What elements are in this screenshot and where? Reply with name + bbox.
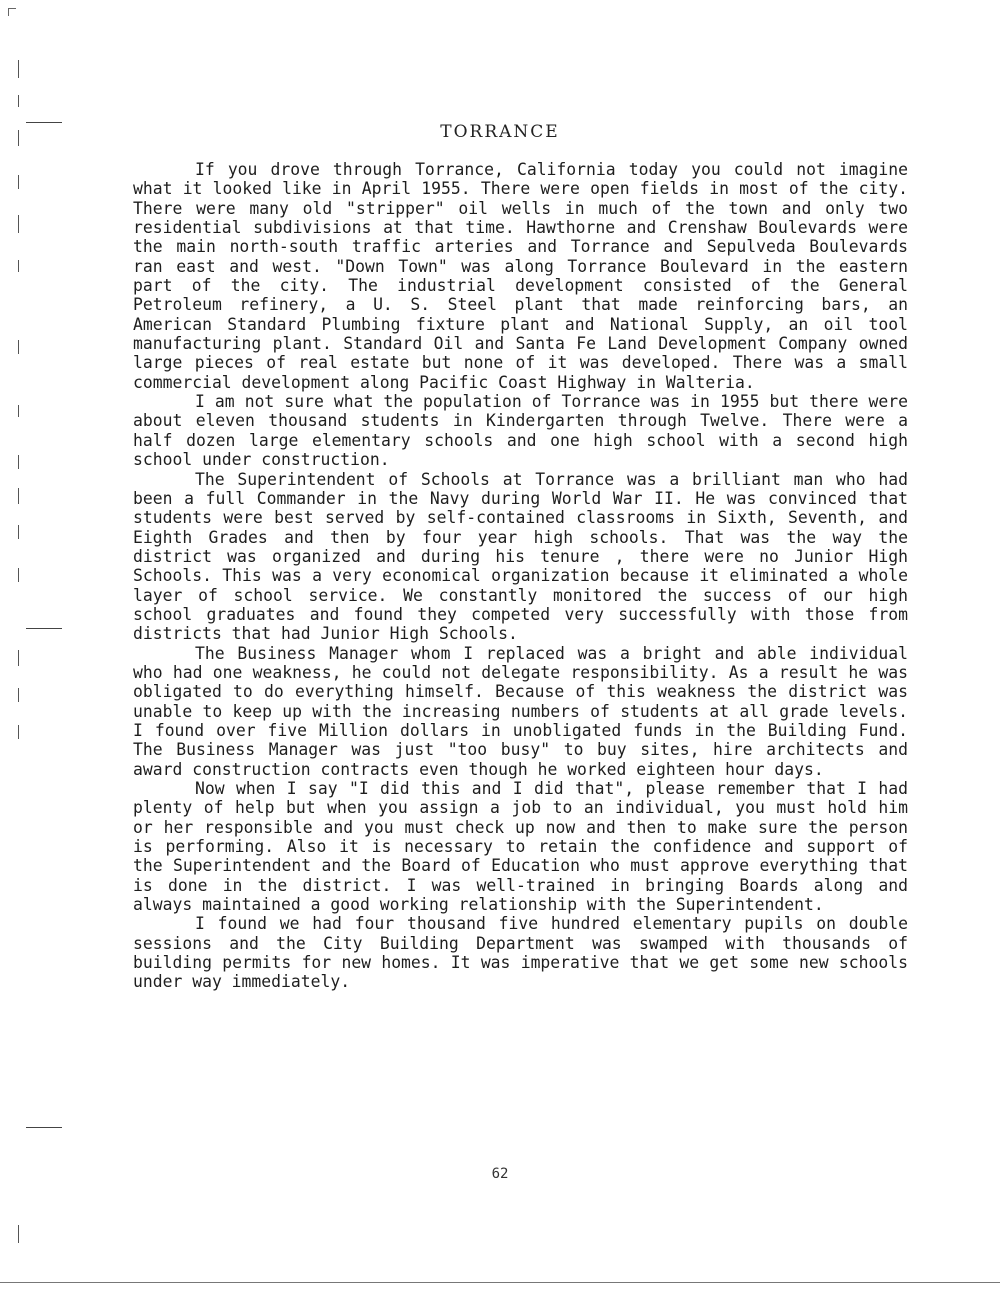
margin-mark (18, 260, 19, 272)
page-number: 62 (491, 1166, 509, 1182)
paragraph: Now when I say "I did this and I did that", please remember that I had plenty of help but when you assign a job to an individual, you must hold him or her responsible and you must check up now and then to make sure the person is performing. Also it is necessary to retain the confidence and support of the Superintendent and the Board of Education who must approve everything that is done in the district. I was well-trained in bringing Boards along and always maintained a good working relationship with the Superintendent. (133, 779, 908, 915)
margin-mark (18, 95, 19, 107)
margin-mark (18, 725, 19, 739)
document-title: TORRANCE (440, 122, 560, 142)
margin-mark (18, 525, 19, 539)
margin-mark (18, 1225, 19, 1243)
paragraph: I found we had four thousand five hundred elementary pupils on double sessions and the City Building Department was swamped with thousands of building permits for new homes. It was imperative that we get some new schools under way immediately. (133, 914, 908, 992)
paragraph: The Superintendent of Schools at Torrance was a brilliant man who had been a full Commander in the Navy during World War II. He was convinced that students were best served by self-contained classrooms in Sixth, Seventh, and Eighth Grades and then by four year high schools. That was the way the district was organized and during his tenure , there were no Junior High Schools. This was a very economical organization because it eliminated a whole layer of school service. We constantly monitored the success of our high school graduates and found they competed very successfully with those from districts that had Junior High Schools. (133, 469, 908, 644)
margin-mark (18, 215, 19, 233)
margin-mark (18, 488, 19, 504)
paragraph: I am not sure what the population of Torrance was in 1955 but there were about eleven thousand students in Kindergarten through Twelve. There were a half dozen large elementary schools and one high school with a second high school under construction. (133, 392, 908, 470)
paragraph: If you drove through Torrance, California today you could not imagine what it looked like in April 1955. There were open fields in most of the city. There were many old "stripper" oil wells in much of the town and only two residential subdivisions at that time. Hawthorne and Crenshaw Boulevards were the main north-south traffic arteries and Torrance and Sepulveda Boulevards ran east and west. "Down Town" was along Torrance Boulevard in the eastern part of the city. The industrial development consisted of the General Petroleum refinery, a U. S. Steel plant that made reinforcing bars, an American Standard Plumbing fixture plant and National Supply, an oil tool manufacturing plant. Standard Oil and Santa Fe Land Development Company owned large pieces of real estate but none of it was developed. There was a small commercial development along Pacific Coast Highway in Walteria. (133, 160, 908, 392)
scan-bottom-edge (0, 1282, 1000, 1283)
margin-mark (18, 405, 19, 417)
margin-mark (18, 650, 19, 666)
margin-mark (18, 568, 19, 582)
margin-dash (26, 628, 62, 629)
margin-dash (26, 1127, 62, 1128)
margin-mark (18, 688, 19, 702)
margin-mark (18, 340, 19, 354)
margin-mark (18, 60, 19, 78)
margin-mark (18, 455, 19, 469)
scan-corner-mark (8, 8, 16, 16)
document-body (133, 160, 908, 992)
paragraph: The Business Manager whom I replaced was a bright and able individual who had one weakness, he could not delegate responsibility. As a result he was obligated to do everything himself. Because of this weakness the district was unable to keep up with the increasing numbers of students at all grade levels. I found over five Million dollars in unobligated funds in the Building Fund. The Business Manager was just "too busy" to buy sites, hire architects and award construction contracts even though he worked eighteen hour days. (133, 643, 908, 779)
margin-mark (18, 175, 19, 189)
